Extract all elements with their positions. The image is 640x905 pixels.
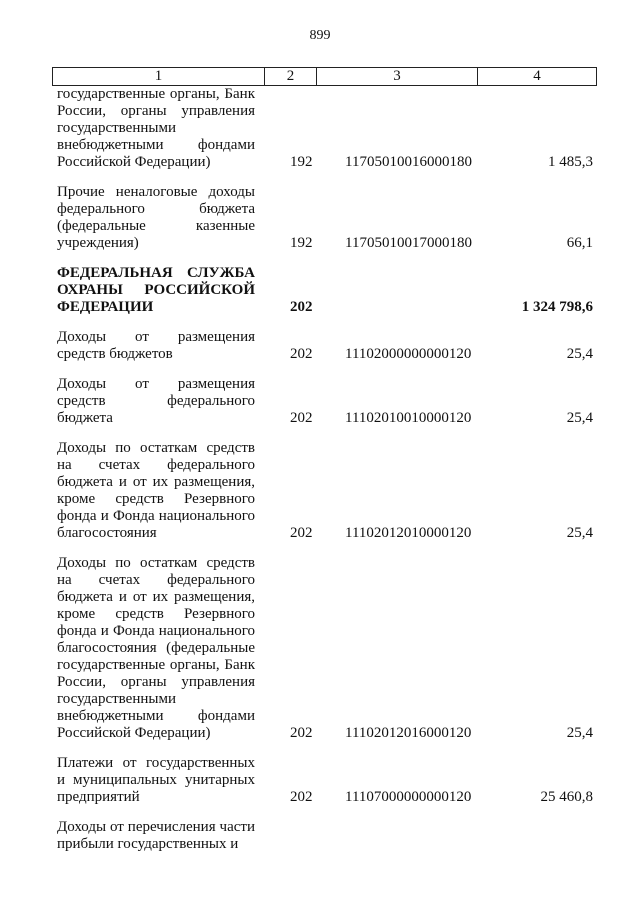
table-row	[57, 440, 593, 542]
row-admin-code: 202	[290, 789, 313, 805]
row-admin-code: 202	[290, 525, 313, 541]
row-admin-code: 192	[290, 235, 313, 251]
row-admin-code: 192	[290, 154, 313, 170]
row-budget-code: 11102000000000120	[345, 346, 472, 362]
row-budget-code: 11705010016000180	[345, 154, 472, 170]
row-amount: 25,4	[566, 725, 593, 741]
row-budget-code: 11107000000000120	[345, 789, 472, 805]
row-admin-code: 202	[290, 346, 313, 362]
table-row	[57, 819, 593, 853]
table-row	[57, 555, 593, 742]
row-amount: 1 324 798,6	[521, 299, 593, 315]
row-name: Прочие неналоговые доходы федерального бюджета (федеральные казенные учреждения)	[57, 184, 255, 251]
table-row	[57, 184, 593, 252]
row-amount: 25,4	[566, 346, 593, 362]
row-admin-code: 202	[290, 725, 313, 741]
row-amount: 66,1	[566, 235, 593, 251]
row-name: ФЕДЕРАЛЬНАЯ СЛУЖБА ОХРАНЫ РОССИЙСКОЙ ФЕДЕРАЦИИ	[57, 265, 255, 315]
row-admin-code: 202	[290, 299, 313, 315]
row-name: Доходы от перечисления части прибыли государственных и	[57, 819, 255, 852]
row-budget-code: 11102012016000120	[345, 725, 472, 741]
row-amount: 25,4	[566, 410, 593, 426]
row-name: Доходы по остаткам средств на счетах федерального бюджета и от их размещения, кроме средств Резервного фонда и Фонда национального благосостояния	[57, 440, 255, 541]
page-number: 899	[309, 28, 331, 43]
table-row	[57, 755, 593, 806]
header-col-4: 4	[533, 68, 541, 84]
table-row	[57, 265, 593, 316]
row-name: Доходы от размещения средств федерального бюджета	[57, 376, 255, 426]
row-budget-code: 11102010010000120	[345, 410, 472, 426]
table-row	[57, 329, 593, 363]
table-row	[57, 376, 593, 427]
header-col-3: 3	[317, 68, 478, 85]
row-name: государственные органы, Банк России, органы управления государственными внебюджетными фондами Российской Федерации)	[57, 86, 255, 170]
row-name: Доходы от размещения средств бюджетов	[57, 329, 255, 362]
row-amount: 25 460,8	[540, 789, 593, 805]
table-row	[57, 86, 593, 171]
header-col-1: 1	[53, 68, 265, 85]
table-header	[52, 67, 597, 86]
table-body	[57, 86, 593, 853]
header-col-2: 2	[265, 68, 317, 85]
row-name: Доходы по остаткам средств на счетах федерального бюджета и от их размещения, кроме средств Резервного фонда и Фонда национального благосостояния (федеральные государственные органы, Банк России, органы управления государственными внебюджетными фондами Российской Федерации)	[57, 555, 255, 741]
row-name: Платежи от государственных и муниципальных унитарных предприятий	[57, 755, 255, 805]
row-budget-code: 11102012010000120	[345, 525, 472, 541]
row-amount: 25,4	[566, 525, 593, 541]
row-budget-code: 11705010017000180	[345, 235, 472, 251]
row-admin-code: 202	[290, 410, 313, 426]
row-amount: 1 485,3	[548, 154, 593, 170]
